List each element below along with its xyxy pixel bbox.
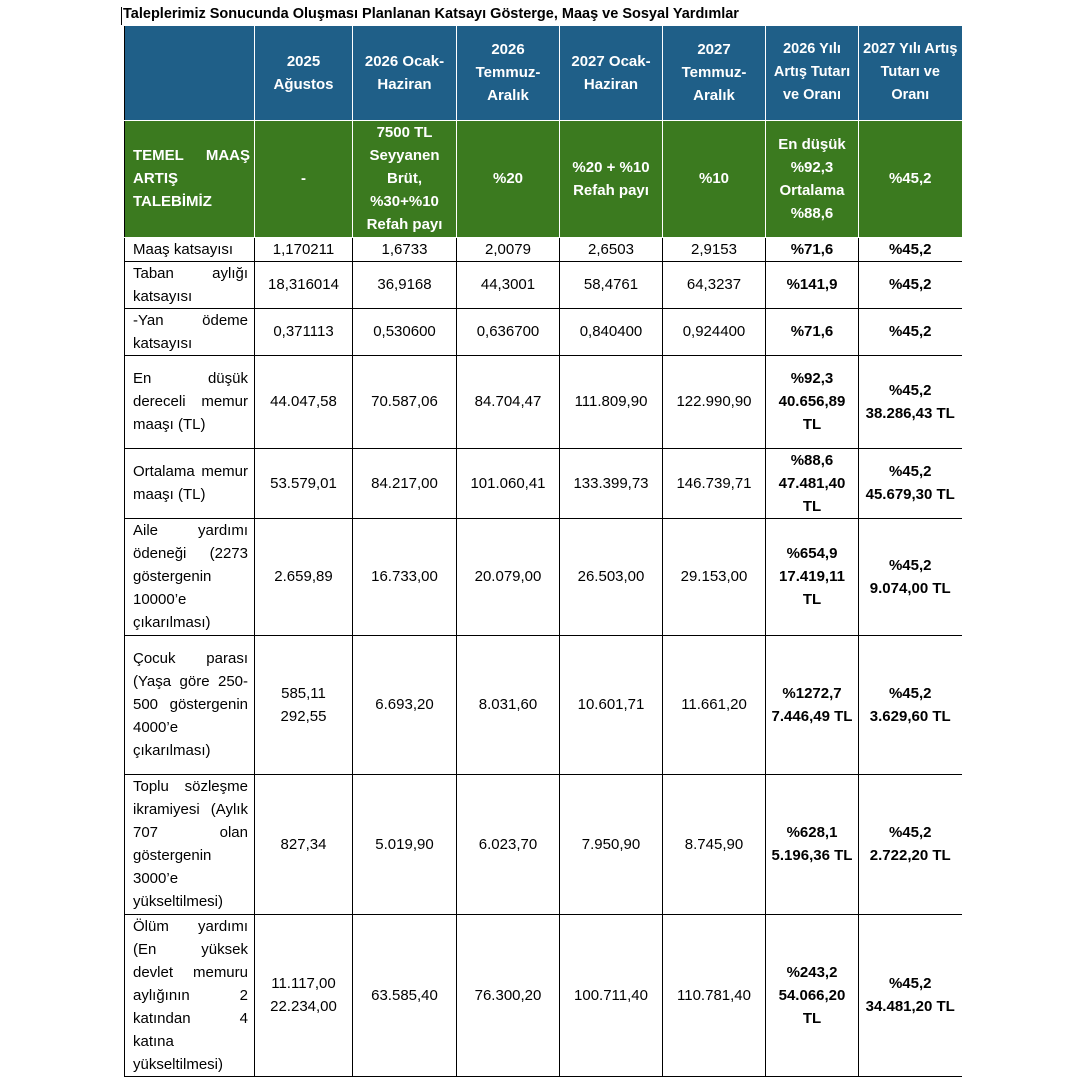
table-cell: 6.023,70 <box>457 774 560 914</box>
table-cell: 10.601,71 <box>560 635 663 774</box>
table-row <box>125 518 962 635</box>
row-label: Çocuk parası (Yaşa göre 250-500 göstergenin 4000’e çıkarılması) <box>125 635 255 774</box>
table-cell: 44,3001 <box>457 261 560 308</box>
table-cell: 64,3237 <box>663 261 766 308</box>
table-cell: %141,9 <box>766 261 859 308</box>
request-cell: - <box>255 120 353 237</box>
row-label: En düşük dereceli memur maaşı (TL) <box>125 355 255 448</box>
table-cell: %92,3 40.656,89 TL <box>766 355 859 448</box>
table-cell: %45,2 <box>859 237 962 261</box>
table-row <box>125 355 962 448</box>
table-cell: %45,2 9.074,00 TL <box>859 518 962 635</box>
table-cell: %88,6 47.481,40 TL <box>766 448 859 518</box>
table-cell: 133.399,73 <box>560 448 663 518</box>
table-cell: 18,316014 <box>255 261 353 308</box>
table-cell: %45,2 38.286,43 TL <box>859 355 962 448</box>
table-cell: 1,6733 <box>353 237 457 261</box>
table-cell: 101.060,41 <box>457 448 560 518</box>
table-cell: %628,1 5.196,36 TL <box>766 774 859 914</box>
table-cell: 11.661,20 <box>663 635 766 774</box>
table-cell: 110.781,40 <box>663 914 766 1076</box>
row-label: Ölüm yardımı (En yüksek devlet memuru aylığının 2 katından 4 katına yükseltilmesi) <box>125 914 255 1076</box>
header-cell: 2026 Yılı Artış Tutarı ve Oranı <box>766 26 859 120</box>
request-row <box>125 120 962 237</box>
table-cell: %71,6 <box>766 237 859 261</box>
table-cell: 76.300,20 <box>457 914 560 1076</box>
table-row <box>125 774 962 914</box>
table-cell: 63.585,40 <box>353 914 457 1076</box>
table-cell: 5.019,90 <box>353 774 457 914</box>
table-row <box>125 261 962 308</box>
table-cell: %45,2 2.722,20 TL <box>859 774 962 914</box>
table-cell: 146.739,71 <box>663 448 766 518</box>
table-cell: 16.733,00 <box>353 518 457 635</box>
table-cell: 29.153,00 <box>663 518 766 635</box>
table-row <box>125 914 962 1076</box>
table-cell: 585,11 292,55 <box>255 635 353 774</box>
table-cell: 2,9153 <box>663 237 766 261</box>
header-row <box>125 26 962 120</box>
table-cell: 6.693,20 <box>353 635 457 774</box>
row-label: Toplu sözleşme ikramiyesi (Aylık 707 olan göstergenin 3000’e yükseltilmesi) <box>125 774 255 914</box>
table-cell: 1,170211 <box>255 237 353 261</box>
table-cell: 26.503,00 <box>560 518 663 635</box>
row-label: -Yan ödeme katsayısı <box>125 308 255 355</box>
table-cell: %45,2 <box>859 261 962 308</box>
table-cell: 53.579,01 <box>255 448 353 518</box>
table-cell: 11.117,00 22.234,00 <box>255 914 353 1076</box>
table-cell: %45,2 3.629,60 TL <box>859 635 962 774</box>
table-cell: 70.587,06 <box>353 355 457 448</box>
table-cell: 84.217,00 <box>353 448 457 518</box>
table-cell: %654,9 17.419,11 TL <box>766 518 859 635</box>
row-label: Taban aylığı katsayısı <box>125 261 255 308</box>
request-cell: %20 + %10 Refah payı <box>560 120 663 237</box>
text-cursor <box>121 7 122 25</box>
row-label: Ortalama memur maaşı (TL) <box>125 448 255 518</box>
header-cell: 2026 Ocak-Haziran <box>353 26 457 120</box>
table-cell: %243,2 54.066,20 TL <box>766 914 859 1076</box>
table-cell: 0,636700 <box>457 308 560 355</box>
table-cell: 58,4761 <box>560 261 663 308</box>
header-cell: 2027 Temmuz-Aralık <box>663 26 766 120</box>
table-cell: 44.047,58 <box>255 355 353 448</box>
table-cell: %1272,7 7.446,49 TL <box>766 635 859 774</box>
request-cell: %45,2 <box>859 120 962 237</box>
table-cell: 20.079,00 <box>457 518 560 635</box>
table-cell: %45,2 <box>859 308 962 355</box>
table-cell: 0,924400 <box>663 308 766 355</box>
header-cell <box>125 26 255 120</box>
table-cell: 8.745,90 <box>663 774 766 914</box>
table-cell: 36,9168 <box>353 261 457 308</box>
table-cell: %45,2 45.679,30 TL <box>859 448 962 518</box>
table-cell: 2,0079 <box>457 237 560 261</box>
table-row <box>125 635 962 774</box>
table-cell: 122.990,90 <box>663 355 766 448</box>
table-cell: 7.950,90 <box>560 774 663 914</box>
header-cell: 2026 Temmuz-Aralık <box>457 26 560 120</box>
row-label: Maaş katsayısı <box>125 237 255 261</box>
salary-table <box>124 26 962 1077</box>
table-cell: 2,6503 <box>560 237 663 261</box>
table-row <box>125 308 962 355</box>
request-cell: 7500 TL Seyyanen Brüt, %30+%10 Refah payı <box>353 120 457 237</box>
table-row <box>125 237 962 261</box>
request-cell: TEMEL MAAŞ ARTIŞ TALEBİMİZ <box>125 120 255 237</box>
table-cell: 84.704,47 <box>457 355 560 448</box>
table-cell: 0,371113 <box>255 308 353 355</box>
row-label: Aile yardımı ödeneği (2273 göstergenin 10000’e çıkarılması) <box>125 518 255 635</box>
table-cell: 827,34 <box>255 774 353 914</box>
table-row <box>125 448 962 518</box>
table-cell: 100.711,40 <box>560 914 663 1076</box>
document-title: Taleplerimiz Sonucunda Oluşması Planlanan Katsayı Gösterge, Maaş ve Sosyal Yardımlar <box>123 6 739 22</box>
header-cell: 2027 Ocak-Haziran <box>560 26 663 120</box>
table-cell: 8.031,60 <box>457 635 560 774</box>
header-cell: 2025 Ağustos <box>255 26 353 120</box>
request-cell: %10 <box>663 120 766 237</box>
table-cell: 0,530600 <box>353 308 457 355</box>
request-cell: %20 <box>457 120 560 237</box>
header-cell: 2027 Yılı Artış Tutarı ve Oranı <box>859 26 962 120</box>
table-cell: 111.809,90 <box>560 355 663 448</box>
request-cell: En düşük %92,3 Ortalama %88,6 <box>766 120 859 237</box>
table-cell: %45,2 34.481,20 TL <box>859 914 962 1076</box>
table-cell: %71,6 <box>766 308 859 355</box>
table-cell: 2.659,89 <box>255 518 353 635</box>
table-cell: 0,840400 <box>560 308 663 355</box>
